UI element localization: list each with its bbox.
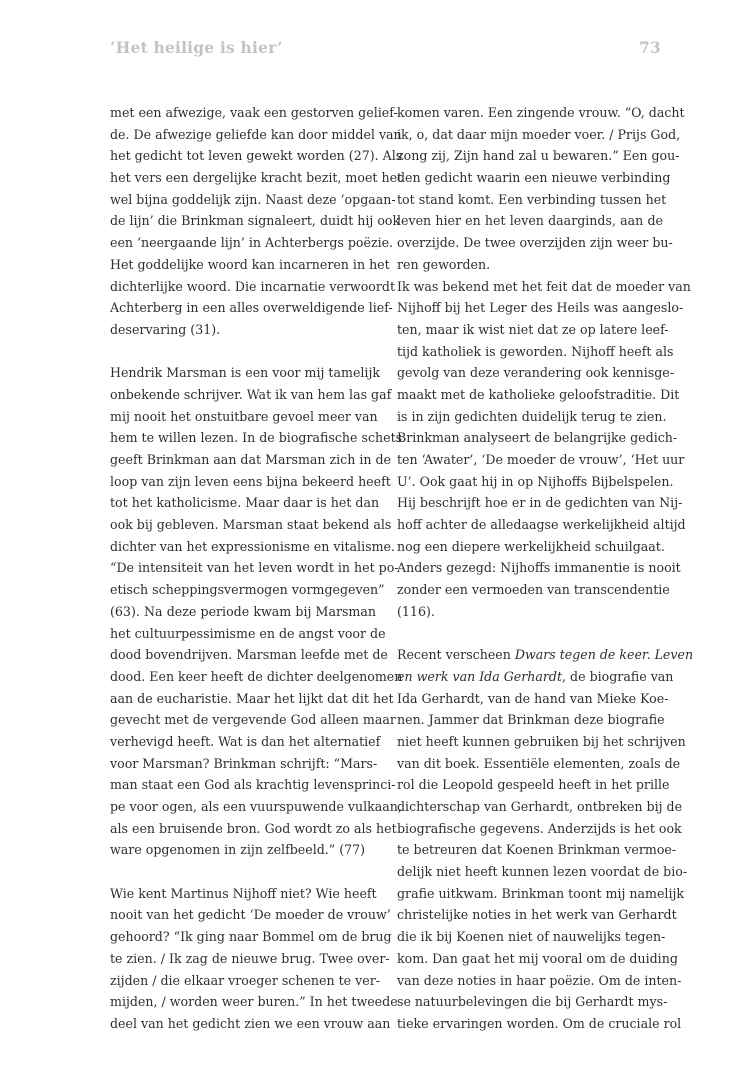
text-line: kom. Dan gaat het mij vooral om de duiding — [397, 950, 678, 966]
right-column — [397, 102, 694, 1035]
text-line: nooit van het gedicht ‘De moeder de vrouw’ — [110, 907, 391, 923]
text-line: hem te willen lezen. In de biografische schets — [110, 430, 403, 446]
text-line: Wie kent Martinus Nijhoff niet? Wie heeft — [110, 885, 377, 901]
text-line: de lijn’ die Brinkman signaleert, duidt hij ook — [110, 213, 401, 229]
text-line: een ‘neergaande lijn’ in Achterbergs poëzie. — [110, 235, 394, 251]
text-line: ook bij gebleven. Marsman staat bekend als — [110, 517, 392, 533]
text-line: ten, maar ik wist niet dat ze op latere leef- — [397, 321, 669, 337]
text-line: als een bruisende bron. God wordt zo als het — [110, 820, 397, 836]
paragraph-analyse — [397, 427, 686, 622]
text-line: ware opgenomen in zijn zelfbeeld.” (77) — [110, 842, 366, 858]
text-line: ten ‘Awater’, ‘De moeder de vrouw’, ‘Het uur — [397, 452, 685, 467]
paragraph-moeder-de-vrouw — [397, 102, 685, 276]
text-line: met een afwezige, vaak een gestorven gelief- — [110, 105, 398, 120]
text-line — [397, 666, 674, 688]
text-line: (63). Na deze periode kwam bij Marsman — [110, 603, 376, 619]
text-line: delijk niet heeft kunnen lezen voordat de bio- — [397, 864, 688, 880]
text-line: loop van zijn leven eens bijna bekeerd heeft — [110, 473, 391, 489]
paragraph-achterberg — [110, 102, 403, 341]
text-line: nen. Jammer dat Brinkman deze biografie — [397, 712, 665, 728]
text-line: mijden, / worden weer buren.” In het tweede — [110, 994, 398, 1010]
text-line: deservaring (31). — [110, 321, 221, 337]
text-line: voor Marsman? Brinkman schrijft: “Mars- — [110, 755, 378, 771]
text-line: zonder een vermoeden van transcendentie — [397, 582, 670, 598]
left-column — [110, 102, 403, 1035]
text-line: Achterberg in een alles overweldigende lief- — [110, 300, 393, 316]
text-line: Het goddelijke woord kan incarneren in het — [110, 256, 390, 272]
text-line: tot stand komt. Een verbinding tussen het — [397, 191, 667, 207]
page-number: 73 — [639, 38, 661, 57]
paragraph-nijhoff — [110, 883, 398, 1035]
text-line: christelijke noties in het werk van Gerhardt — [397, 907, 677, 923]
book-title-part-2: en werk van Ida Gerhardt — [397, 668, 563, 684]
text-line: tieke ervaringen worden. Om de cruciale rol — [397, 1015, 682, 1031]
paragraph-gerhardt — [397, 644, 694, 1034]
text-line: is in zijn gedichten duidelijk terug te zien. — [397, 408, 667, 424]
text-line — [397, 644, 694, 666]
text-line: wel bijna goddelijk zijn. Naast deze ‘opgaan- — [110, 191, 396, 207]
text-line: geeft Brinkman aan dat Marsman zich in de — [110, 452, 392, 467]
text-run: Recent verscheen — [397, 647, 515, 663]
text-line: rol die Leopold gespeeld heeft in het prille — [397, 777, 670, 793]
text-line: die ik bij Koenen niet of nauwelijks tegen- — [397, 929, 666, 945]
text-line: ik, o, dat daar mijn moeder voer. / Prijs God, — [397, 126, 681, 142]
text-line: dichter van het expressionisme en vitalisme. — [110, 538, 395, 554]
text-line: onbekende schrijver. Wat ik van hem las gaf — [110, 386, 392, 402]
book-title-part-1: Dwars tegen de keer. Leven — [514, 647, 694, 663]
text-line: den gedicht waarin een nieuwe verbinding — [397, 170, 671, 186]
text-line: niet heeft kunnen gebruiken bij het schrijven — [397, 733, 686, 749]
paragraph-marsman — [110, 362, 403, 861]
text-line: hoff achter de alledaagse werkelijkheid altijd — [397, 517, 686, 533]
text-line: etisch scheppingsvermogen vormgegeven” — [110, 582, 385, 598]
text-line: Ik was bekend met het feit dat de moeder van — [397, 278, 691, 294]
text-line: nog een diepere werkelijkheid schuilgaat. — [397, 538, 665, 554]
text-line: pe voor ogen, als een vuurspuwende vulkaan, — [110, 799, 402, 814]
text-line: Hij beschrijft hoe er in de gedichten van Nij- — [397, 495, 683, 511]
text-line: gevolg van deze verandering ook kennisge- — [397, 365, 674, 381]
text-line: leven hier en het leven daarginds, aan de — [397, 213, 663, 229]
text-line: tot het katholicisme. Maar daar is het dan — [110, 495, 380, 511]
text-line: aan de eucharistie. Maar het lijkt dat dit het — [110, 690, 394, 706]
text-run: , de biografie van — [562, 668, 674, 684]
text-line: Nijhoff bij het Leger des Heils was aangeslo- — [397, 300, 684, 316]
text-line: gehoord? “Ik ging naar Bommel om de brug — [110, 929, 392, 945]
text-line: maakt met de katholieke geloofstraditie. Dit — [397, 386, 680, 402]
text-line: dichterlijke woord. Die incarnatie verwoordt — [110, 278, 396, 294]
text-line: te zien. / Ik zag de nieuwe brug. Twee over- — [110, 950, 390, 966]
text-line: grafie uitkwam. Brinkman toont mij namelijk — [397, 885, 685, 901]
text-line: komen varen. Een zingende vrouw. “O, dacht — [397, 105, 685, 120]
text-line: te betreuren dat Koenen Brinkman vermoe- — [397, 842, 677, 858]
text-line: het vers een dergelijke kracht bezit, moet het — [110, 170, 403, 186]
text-line: van deze noties in haar poëzie. Om de inten- — [397, 972, 682, 988]
text-line: man staat een God als krachtig levensprinci- — [110, 777, 396, 793]
text-line: dood. Een keer heeft de dichter deelgenomen — [110, 668, 403, 684]
text-line: U’. Ook gaat hij in op Nijhoffs Bijbelspelen. — [397, 473, 674, 489]
running-title: ‘Het heilige is hier’ — [110, 38, 283, 57]
text-line: se natuurbelevingen die bij Gerhardt mys- — [397, 994, 668, 1010]
text-line: (116). — [397, 603, 435, 619]
text-line: gevecht met de vergevende God alleen maar — [110, 712, 396, 728]
text-line: mij nooit het onstuitbare gevoel meer van — [110, 408, 378, 424]
text-line: biografische gegevens. Anderzijds is het ook — [397, 820, 682, 836]
text-line: Hendrik Marsman is een voor mij tamelijk — [110, 365, 380, 381]
text-line: Ida Gerhardt, van de hand van Mieke Koe- — [397, 690, 669, 706]
text-line: “De intensiteit van het leven wordt in het po- — [110, 560, 399, 576]
text-line: dichterschap van Gerhardt, ontbreken bij de — [397, 799, 683, 814]
text-line: Brinkman analyseert de belangrijke gedich- — [397, 430, 678, 446]
text-line: ren geworden. — [397, 256, 491, 272]
text-line: het cultuurpessimisme en de angst voor de — [110, 625, 386, 641]
text-line: Anders gezegd: Nijhoffs immanentie is nooit — [397, 560, 681, 576]
text-line: zijden / die elkaar vroeger schenen te ver- — [110, 972, 380, 988]
text-line: tijd katholiek is geworden. Nijhoff heeft als — [397, 343, 674, 359]
text-line: van dit boek. Essentiële elementen, zoals de — [397, 755, 681, 771]
text-line: het gedicht tot leven gewekt worden (27). Als — [110, 148, 403, 164]
text-line: verhevigd heeft. Wat is dan het alternatief — [110, 733, 381, 749]
text-line: zong zij, Zijn hand zal u bewaren.” Een gou- — [397, 148, 680, 164]
text-line: de. De afwezige geliefde kan door middel van — [110, 126, 402, 142]
text-line: overzijde. De twee overzijden zijn weer bu- — [397, 235, 673, 251]
text-line: dood bovendrijven. Marsman leefde met de — [110, 647, 388, 663]
paragraph-leger-des-heils — [397, 276, 691, 428]
text-line: deel van het gedicht zien we een vrouw aan — [110, 1015, 391, 1031]
